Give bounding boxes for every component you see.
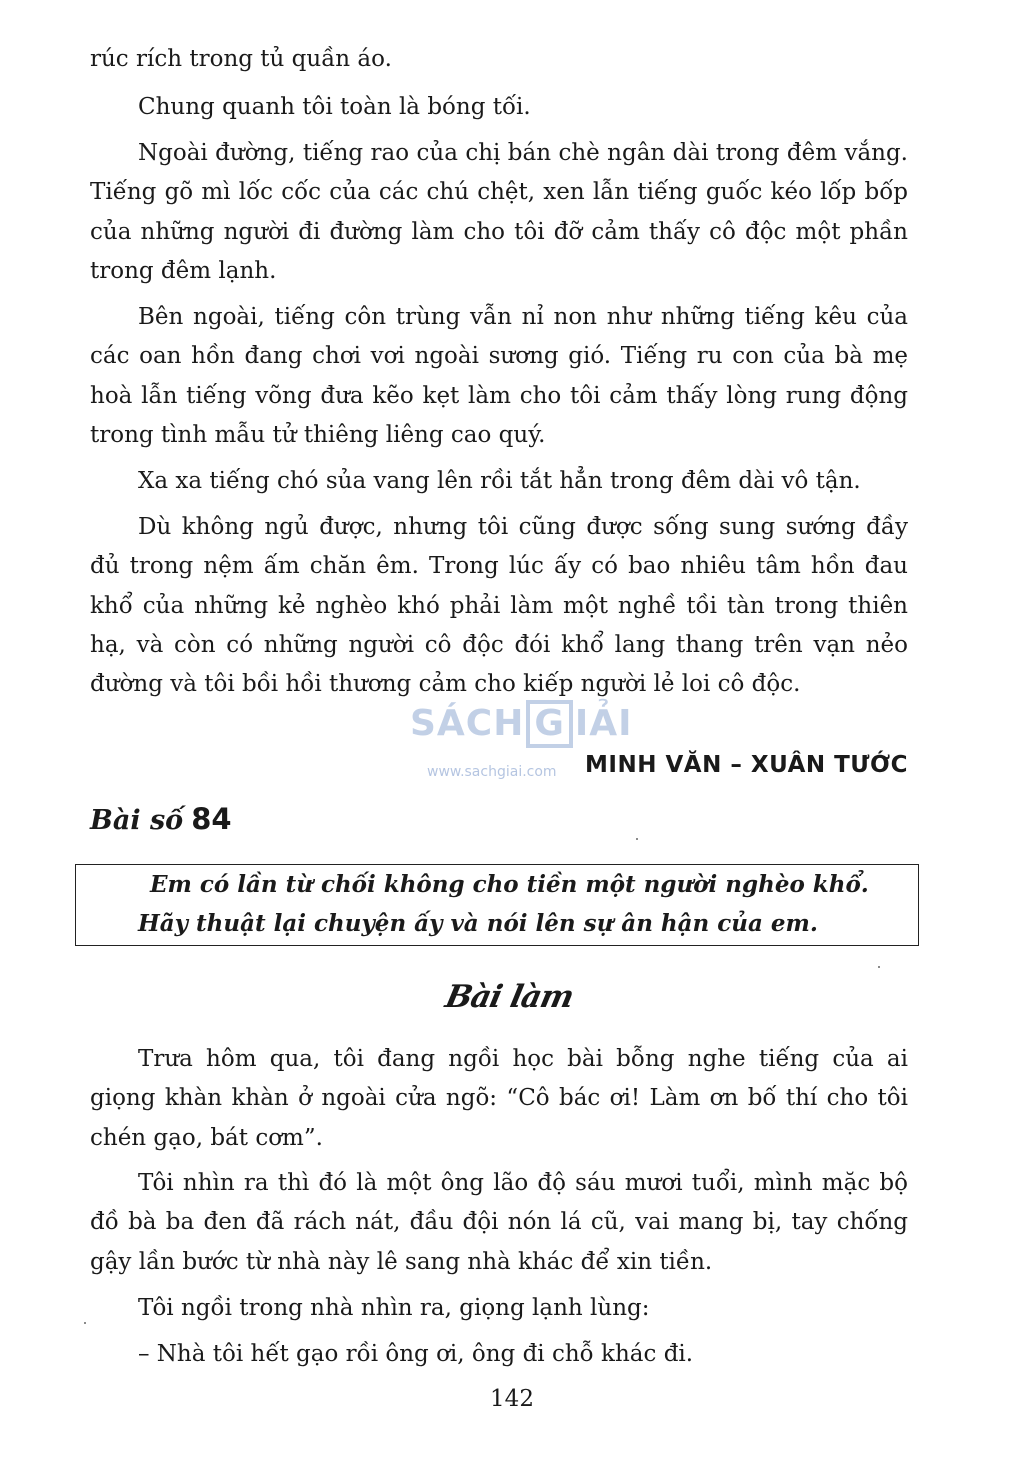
scan-speck (878, 966, 880, 968)
author-credit: MINH VĂN – XUÂN TƯỚC (585, 752, 908, 778)
essay-heading: Bài làm (442, 979, 577, 1015)
scan-speck (636, 838, 638, 840)
essay-paragraph-1: Trưa hôm qua, tôi đang ngồi học bài bỗng nghe tiếng của ai giọng khàn khàn ở ngoài cửa ngõ: “Cô bác ơi! Làm ơn bố thí cho tôi chén gạo, bát cơm”. (90, 1046, 908, 1151)
watermark-url: www.sachgiai.com (427, 764, 557, 780)
prompt-line-1: Em có lần từ chối không cho tiền một người nghèo khổ. (150, 871, 869, 898)
paragraph-insects: Bên ngoài, tiếng côn trùng vẫn nỉ non như những tiếng kêu của các oan hồn đang chơi vơi ngoài sương gió. Tiếng ru con của bà mẹ hoà lẫn tiếng võng đưa kẽo kẹt làm cho tôi cảm thấy lòng rung động trong tình mẫu tử thiêng liêng cao quý. (90, 304, 908, 448)
paragraph-darkness: Chung quanh tôi toàn là bóng tối. (138, 94, 531, 120)
page-number: 142 (490, 1386, 534, 1412)
scan-speck (84, 1322, 86, 1324)
paragraph-dog-barking: Xa xa tiếng chó sủa vang lên rồi tắt hẳn trong đêm dài vô tận. (138, 468, 861, 494)
paragraph-reflection: Dù không ngủ được, nhưng tôi cũng được sống sung sướng đầy đủ trong nệm ấm chăn êm. Trong lúc ấy có bao nhiêu tâm hồn đau khổ của những kẻ nghèo khó phải làm một nghề tồi tàn trong thiên hạ, và còn có những người cô độc đói khổ lang thang trên vạn nẻo đường và tôi bồi hồi thương cảm cho kiếp người lẻ loi cô độc. (90, 514, 908, 698)
lesson-label: Bài số (90, 805, 184, 836)
watermark-g-box: G (526, 700, 573, 748)
essay-paragraph-3: Tôi ngồi trong nhà nhìn ra, giọng lạnh lùng: (138, 1295, 650, 1321)
paragraph-continuation: rúc rích trong tủ quần áo. (90, 46, 392, 72)
paragraph-street-sounds: Ngoài đường, tiếng rao của chị bán chè ngân dài trong đêm vắng. Tiếng gõ mì lốc cốc của các chú chệt, xen lẫn tiếng guốc kéo lốp bốp của những người đi đường làm cho tôi đỡ cảm thấy cô độc một phần trong đêm lạnh. (90, 140, 908, 284)
lesson-number: 84 (191, 802, 232, 836)
essay-paragraph-4: – Nhà tôi hết gạo rồi ông ơi, ông đi chỗ khác đi. (138, 1341, 694, 1367)
lesson-heading (90, 802, 232, 836)
prompt-line-2: Hãy thuật lại chuyện ấy và nói lên sự ân hận của em. (138, 910, 818, 937)
sachgiai-watermark-logo: SÁCH G IẢI (410, 700, 633, 748)
assignment-prompt-box (75, 864, 919, 946)
essay-paragraph-2: Tôi nhìn ra thì đó là một ông lão độ sáu mươi tuổi, mình mặc bộ đồ bà ba đen đã rách nát, đầu đội nón lá cũ, vai mang bị, tay chống gậy lần bước từ nhà này lê sang nhà khác để xin tiền. (90, 1170, 908, 1275)
